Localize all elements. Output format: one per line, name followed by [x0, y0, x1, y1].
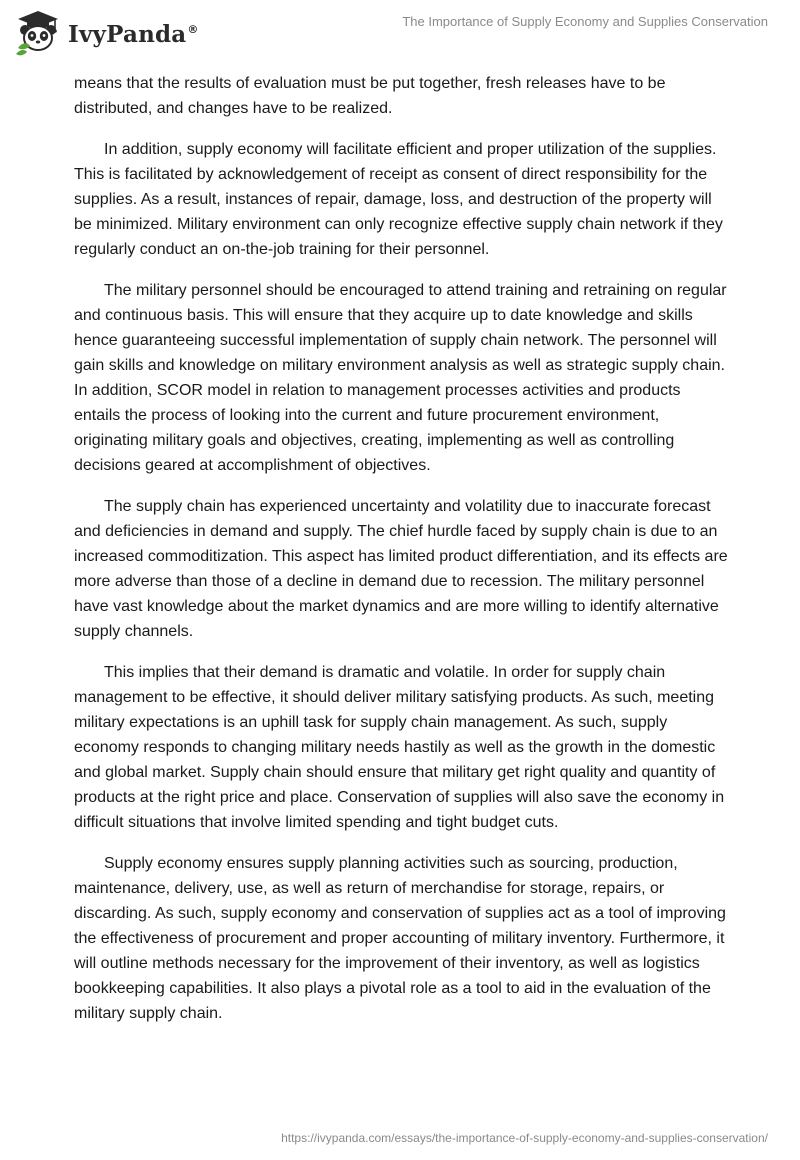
- source-url-link[interactable]: https://ivypanda.com/essays/the-importance-of-supply-economy-and-supplies-conservation/: [281, 1131, 768, 1145]
- paragraph: The military personnel should be encouraged to attend training and retraining on regular and continuous basis. This will ensure that they acquire up to date knowledge and skills hence guaranteeing successful implementation of supply chain network. The personnel will gain skills and knowledge on military environment analysis as well as strategic supply chain. In addition, SCOR model in relation to management processes activities and products entails the process of looking into the current and future procurement environment, originating military goals and objectives, creating, implementing as well as controlling decisions geared at accomplishment of objectives.: [74, 282, 727, 474]
- paragraph: In addition, supply economy will facilitate efficient and proper utilization of the supplies. This is facilitated by acknowledgement of receipt as consent of direct responsibility for the supplies. As a result, instances of repair, damage, loss, and destruction of the property will be minimized. Military environment can only recognize effective supply chain network if they regularly conduct an on-the-job training for their personnel.: [74, 141, 723, 258]
- paragraph: means that the results of evaluation must be put together, fresh releases have to be distributed, and changes have to be realized.: [74, 75, 666, 117]
- panda-graduate-logo-icon: [14, 8, 62, 56]
- document-title: The Importance of Supply Economy and Supplies Conservation: [402, 14, 768, 29]
- paragraph: Supply economy ensures supply planning activities such as sourcing, production, maintenance, delivery, use, as well as return of merchandise for storage, repairs, or discarding. As such, supply economy and conservation of supplies act as a tool of improving the effectiveness of procurement and proper accounting of military inventory. Furthermore, it will outline methods necessary for the improvement of their inventory, as well as logistics bookkeeping capabilities. It also plays a pivotal role as a tool to aid in the evaluation of the military supply chain.: [74, 855, 726, 1022]
- paragraph: The supply chain has experienced uncertainty and volatility due to inaccurate forecast and deficiencies in demand and supply. The chief hurdle faced by supply chain is due to an increased commoditization. This aspect has limited product differentiation, and its effects are more adverse than those of a decline in demand due to recession. The military personnel have vast knowledge about the market dynamics and are more willing to identify alternative supply channels.: [74, 498, 728, 640]
- page-header: [0, 0, 800, 64]
- ivypanda-logo[interactable]: [14, 8, 199, 56]
- registered-mark: ®: [187, 22, 199, 36]
- brand-name: IvyPanda®: [68, 20, 199, 48]
- paragraph: This implies that their demand is dramatic and volatile. In order for supply chain management to be effective, it should deliver military satisfying products. As such, meeting military expectations is an uphill task for supply chain management. As such, supply economy responds to changing military needs hastily as well as the growth in the domestic and global market. Supply chain should ensure that military get right quality and quantity of products at the right price and place. Conservation of supplies will also save the economy in difficult situations that involve limited spending and tight budget cuts.: [74, 664, 725, 831]
- essay-body: [74, 71, 730, 1042]
